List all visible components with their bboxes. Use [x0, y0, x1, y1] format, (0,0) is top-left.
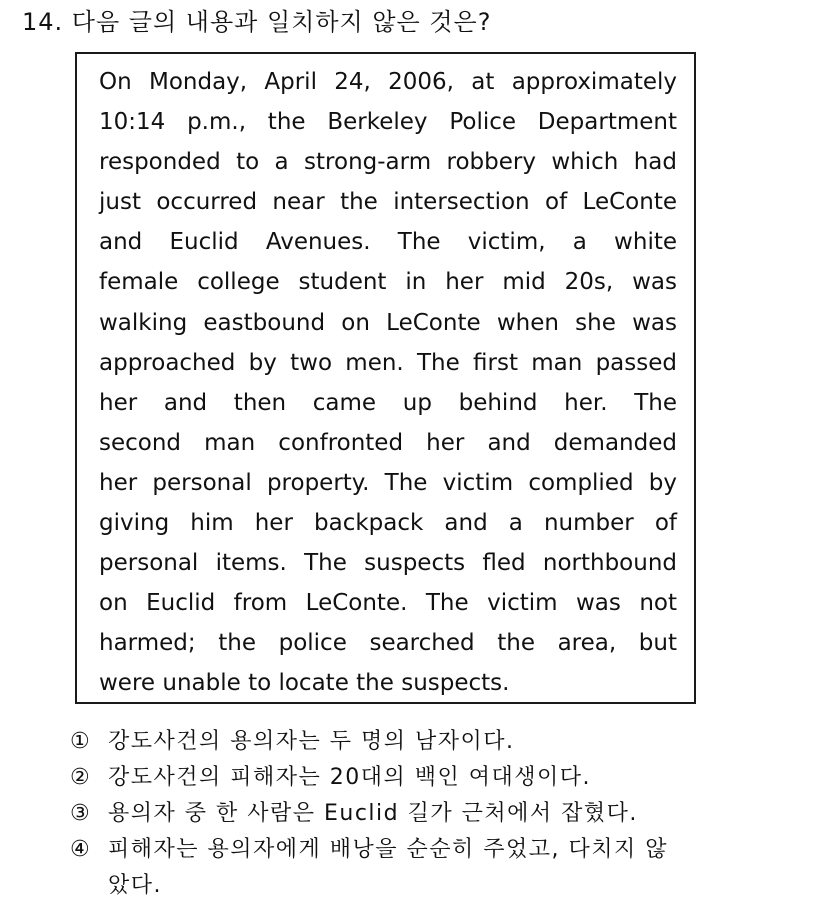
answer-option-2[interactable]: [70, 760, 770, 796]
answer-options: [70, 724, 770, 904]
passage-line: giving him her backpack and a number of: [99, 510, 677, 537]
passage-line: walking eastbound on LeConte when she was: [99, 309, 677, 336]
option-number: ③: [70, 801, 92, 826]
option-text: 피해자는 용의자에게 배낭을 순순히 주었고, 다치지 않 았다.: [108, 837, 668, 898]
passage-line: approached by two men. The first man passed: [99, 349, 677, 376]
option-number: ①: [70, 729, 92, 754]
option-text: 강도사건의 피해자는 20대의 백인 여대생이다.: [108, 765, 591, 790]
passage-line: 10:14 p.m., the Berkeley Police Department: [99, 109, 677, 136]
passage-line: just occurred near the intersection of LeConte: [99, 189, 677, 216]
passage-line: on Euclid from LeConte. The victim was not: [99, 590, 677, 617]
passage-line: personal items. The suspects fled northbound: [99, 550, 677, 577]
passage-text: [99, 62, 677, 704]
passage-line: responded to a strong-arm robbery which had: [99, 149, 677, 176]
passage-line: female college student in her mid 20s, was: [99, 269, 677, 296]
passage-line: her personal property. The victim complied by: [99, 469, 677, 496]
answer-option-1[interactable]: [70, 724, 770, 760]
passage-box: [75, 52, 696, 704]
option-text: 용의자 중 한 사람은 Euclid 길가 근처에서 잡혔다.: [108, 801, 638, 826]
option-text: 강도사건의 용의자는 두 명의 남자이다.: [108, 729, 515, 754]
question-title: 14. 다음 글의 내용과 일치하지 않은 것은?: [22, 8, 492, 36]
answer-option-3[interactable]: [70, 796, 770, 832]
passage-line: On Monday, April 24, 2006, at approximately: [99, 69, 677, 95]
option-number: ④: [70, 837, 92, 862]
passage-line: harmed; the police searched the area, but: [99, 630, 677, 657]
option-number: ②: [70, 765, 92, 790]
passage-line: second man confronted her and demanded: [99, 429, 677, 456]
passage-line: and Euclid Avenues. The victim, a white: [99, 229, 677, 256]
answer-option-4[interactable]: [70, 832, 770, 904]
passage-line: were unable to locate the suspects.: [99, 670, 510, 697]
passage-line: her and then came up behind her. The: [99, 389, 677, 416]
